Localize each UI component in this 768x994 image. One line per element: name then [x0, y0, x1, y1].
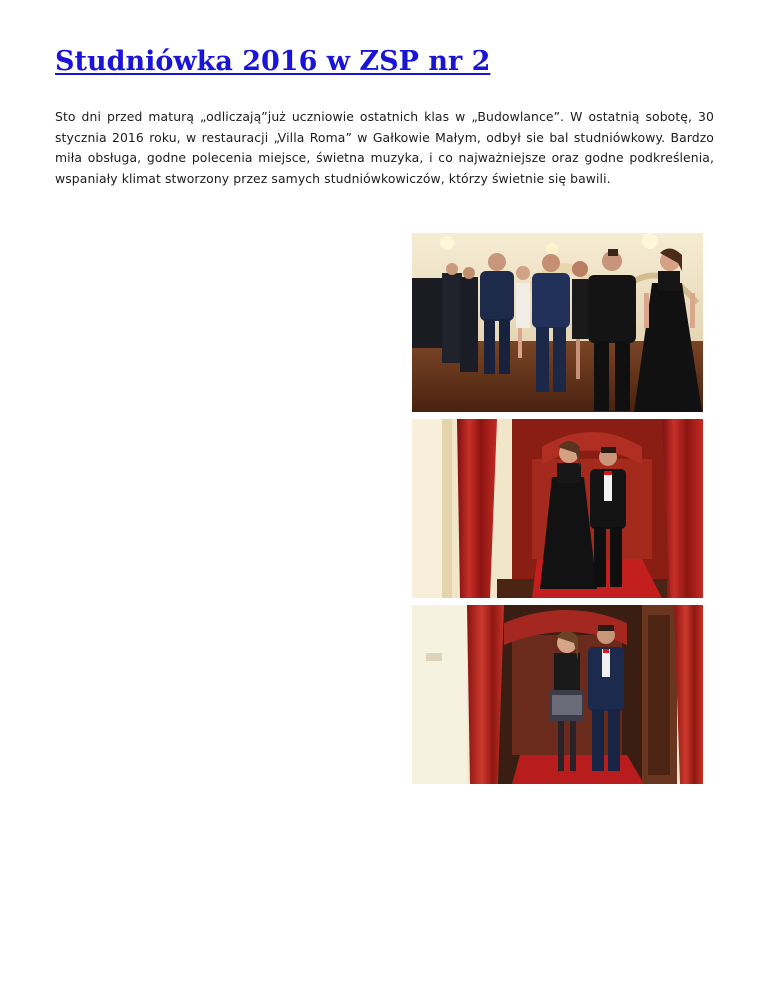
photo-couple-entrance-2: [412, 605, 703, 784]
photo-couple-entrance-1: [412, 419, 703, 598]
article-title-link[interactable]: Studniówka 2016 w ZSP nr 2: [55, 46, 491, 77]
article-paragraph: Sto dni przed maturą „odliczają”już uczniowie ostatnich klas w „Budowlance”. W ostatnią sobotę, 30 stycznia 2016 roku, w restauracji „Villa Roma” w Gałkowie Małym, odbył sie bal studniówkowy. Bardzo miła obsługa, godne polecenia miejsce, świetna muzyka, i co najważniejsze oraz godne podkreślenia, wspaniały klimat stworzony przez samych studniówkowiczów, którzy świetnie się bawili.: [55, 109, 714, 186]
photo-polonaise-dance: [412, 233, 703, 412]
